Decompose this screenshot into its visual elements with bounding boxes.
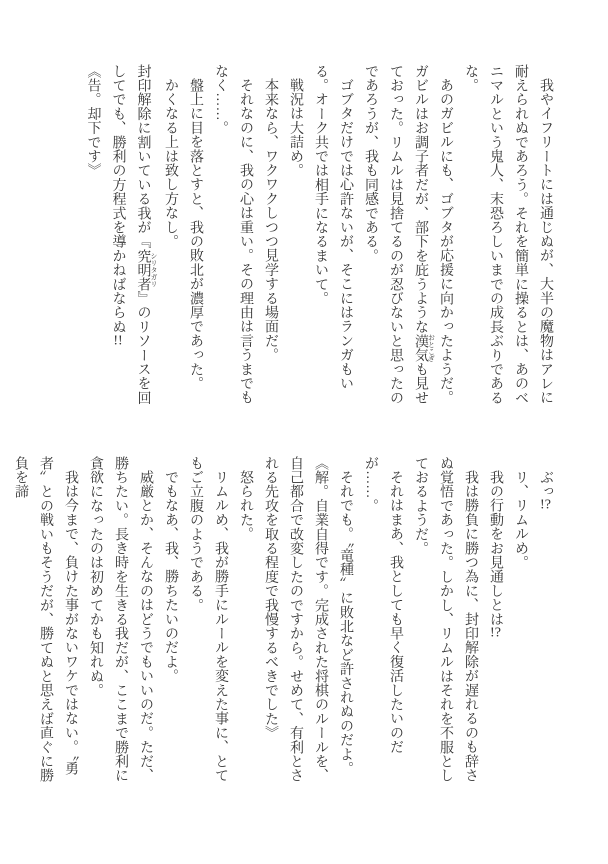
paragraph: ぶっ!? bbox=[538, 470, 553, 513]
paragraph: 怒られた。 bbox=[238, 470, 253, 541]
tatechuyoko-glyph: !? bbox=[540, 498, 551, 513]
paragraph: あのガビルにも、ゴブタが応援に向かったようだ。ガビルはお調子者だが、部下を庇うような漢気 おとこぎも見せておった。リムルは見捨てるのが忍びないと思ったのであろうが、我も同感である。 bbox=[363, 64, 453, 405]
paragraph: リ、リムルめ。 bbox=[513, 470, 528, 570]
paragraph: それでも。〝竜種〟に敗北など許されぬのだよ。 bbox=[338, 470, 353, 776]
paragraph: 《告。却下です》 bbox=[85, 64, 101, 178]
paragraph: 本来なら、ワクワクしつつ見学する場面だ。 bbox=[263, 78, 278, 362]
paragraph: 威厳とか、そんなのはどうでもいいのだ。ただ、勝ちたい。長き時を生きる我だが、ここまで勝利に貪欲になったのは初めてかも知れぬ。 bbox=[88, 456, 153, 783]
tatechuyoko-glyph: !! bbox=[113, 333, 123, 348]
paragraph: それはまあ、我としても早く復活したいのだが……。 bbox=[363, 456, 403, 754]
paragraph: 封印解除に割いている我が『究明者 シリタガリ』のリソースを回してでも、勝利の方程式を導かねばならぬ!! bbox=[110, 64, 158, 405]
paragraph: かくなる上は致し方なし。 bbox=[163, 78, 178, 249]
paragraph: リムルめ、我が勝手にルールを変えた事に、とてもご立腹のようである。 bbox=[188, 456, 228, 783]
text-row-top bbox=[81, 64, 559, 406]
text-row-bottom bbox=[8, 456, 558, 794]
paragraph: 盤上に目を落とすと、我の敗北が濃厚であった。 bbox=[188, 78, 203, 391]
paragraph: 我は勝負に勝つ為に、封印解除が遅れるのも辞さぬ覚悟であった。しかし、リムルはそれを不服としておるようだ。 bbox=[413, 456, 478, 783]
tatechuyoko-glyph: !? bbox=[490, 626, 501, 641]
paragraph: 我の行動をお見通しとは!? bbox=[488, 470, 503, 641]
paragraph: でもなあ、我、勝ちたいのだよ。 bbox=[163, 470, 178, 683]
paragraph: 《解。自業自得です。完成された将棋のルールを、自己都合で改変したのですから。せめて、有利とされる先攻を取る程度で我慢するべきでした》 bbox=[263, 456, 328, 783]
paragraph: 我やイフリートには通じぬが、大半の魔物はアレに耐えられぬであろう。それを簡単に操るとは、あのベニマルという鬼人、末恐ろしいまでの成長ぶりであるな。 bbox=[463, 64, 553, 405]
paragraph: 我は今まで、負けた事がないワケではない。〝勇者〟との戦いもそうだが、勝てぬと思えば直ぐに勝負を諦 bbox=[13, 456, 78, 783]
paragraph: ゴブタだけでは心許ないが、そこにはランガもいる。オーク共では相手になるまいて。 bbox=[313, 64, 353, 391]
paragraph: 戦況は大詰め。 bbox=[288, 78, 303, 178]
paragraph: それなのに、我の心は重い。その理由は言うまでもなく……。 bbox=[213, 64, 253, 405]
